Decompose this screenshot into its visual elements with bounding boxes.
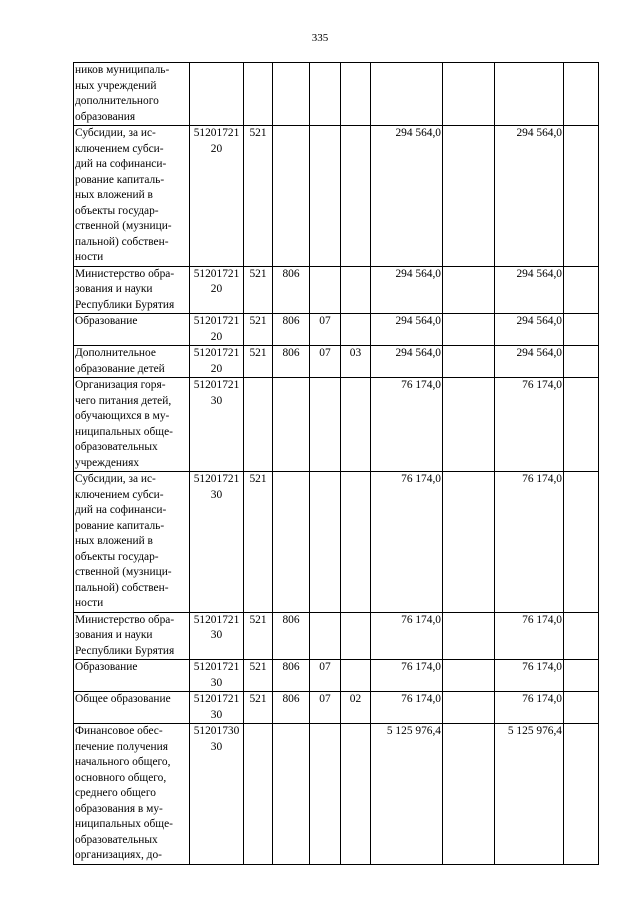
column-10 xyxy=(564,612,599,660)
column-8 xyxy=(443,692,495,724)
column-10 xyxy=(564,724,599,865)
expense-type-code: 521 xyxy=(244,692,273,724)
sum-second: 76 174,0 xyxy=(495,660,564,692)
row-name: Образование xyxy=(74,660,190,692)
column-8 xyxy=(443,378,495,472)
subsection-code xyxy=(341,724,371,865)
column-10 xyxy=(564,378,599,472)
target-article-code: 51201721 30 xyxy=(190,472,244,613)
sum-second: 294 564,0 xyxy=(495,314,564,346)
ministry-code xyxy=(273,63,310,126)
table-row xyxy=(74,472,599,613)
column-10 xyxy=(564,314,599,346)
subsection-code xyxy=(341,126,371,267)
row-name: Субсидии, за ис- ключением субси- дий на софинанси- рование капиталь- ных вложений в объекты государ- ственной (музници- пальной) собствен- ности xyxy=(74,472,190,613)
column-10 xyxy=(564,266,599,314)
subsection-code xyxy=(341,378,371,472)
table-row xyxy=(74,378,599,472)
column-10 xyxy=(564,63,599,126)
column-8 xyxy=(443,724,495,865)
subsection-code: 02 xyxy=(341,692,371,724)
subsection-code xyxy=(341,612,371,660)
sum-second: 5 125 976,4 xyxy=(495,724,564,865)
column-8 xyxy=(443,660,495,692)
sum-total: 76 174,0 xyxy=(371,472,443,613)
column-10 xyxy=(564,126,599,267)
sum-total: 76 174,0 xyxy=(371,378,443,472)
row-name: Субсидии, за ис- ключением субси- дий на софинанси- рование капиталь- ных вложений в объекты государ- ственной (музници- пальной) собствен- ности xyxy=(74,126,190,267)
ministry-code: 806 xyxy=(273,660,310,692)
target-article-code: 51201721 30 xyxy=(190,378,244,472)
column-10 xyxy=(564,660,599,692)
row-name: Общее образование xyxy=(74,692,190,724)
expense-type-code: 521 xyxy=(244,314,273,346)
target-article-code xyxy=(190,63,244,126)
sum-total: 5 125 976,4 xyxy=(371,724,443,865)
expense-type-code: 521 xyxy=(244,126,273,267)
row-name: Министерство обра- зования и науки Республики Бурятия xyxy=(74,266,190,314)
section-code xyxy=(310,724,341,865)
ministry-code: 806 xyxy=(273,266,310,314)
sum-total: 76 174,0 xyxy=(371,692,443,724)
table-row xyxy=(74,266,599,314)
ministry-code xyxy=(273,126,310,267)
row-name: Образование xyxy=(74,314,190,346)
expense-type-code: 521 xyxy=(244,346,273,378)
ministry-code xyxy=(273,378,310,472)
sum-total xyxy=(371,63,443,126)
sum-total: 294 564,0 xyxy=(371,266,443,314)
row-name: Дополнительное образование детей xyxy=(74,346,190,378)
column-8 xyxy=(443,126,495,267)
section-code xyxy=(310,126,341,267)
ministry-code: 806 xyxy=(273,612,310,660)
page-number: 335 xyxy=(311,32,329,44)
subsection-code xyxy=(341,660,371,692)
table-row xyxy=(74,63,599,126)
section-code xyxy=(310,472,341,613)
column-8 xyxy=(443,266,495,314)
target-article-code: 51201721 20 xyxy=(190,126,244,267)
subsection-code: 03 xyxy=(341,346,371,378)
budget-table xyxy=(73,62,599,865)
expense-type-code: 521 xyxy=(244,660,273,692)
sum-second xyxy=(495,63,564,126)
column-10 xyxy=(564,346,599,378)
target-article-code: 51201721 20 xyxy=(190,266,244,314)
section-code: 07 xyxy=(310,660,341,692)
ministry-code xyxy=(273,724,310,865)
table-row xyxy=(74,724,599,865)
target-article-code: 51201721 20 xyxy=(190,314,244,346)
column-10 xyxy=(564,472,599,613)
column-8 xyxy=(443,314,495,346)
sum-total: 76 174,0 xyxy=(371,660,443,692)
sum-total: 76 174,0 xyxy=(371,612,443,660)
subsection-code xyxy=(341,63,371,126)
table-row xyxy=(74,660,599,692)
row-name: Министерство обра- зования и науки Республики Бурятия xyxy=(74,612,190,660)
sum-total: 294 564,0 xyxy=(371,126,443,267)
ministry-code: 806 xyxy=(273,346,310,378)
sum-total: 294 564,0 xyxy=(371,314,443,346)
sum-second: 76 174,0 xyxy=(495,692,564,724)
column-10 xyxy=(564,692,599,724)
expense-type-code: 521 xyxy=(244,266,273,314)
ministry-code xyxy=(273,472,310,613)
target-article-code: 51201721 30 xyxy=(190,692,244,724)
row-name: Финансовое обес- печение получения начального общего, основного общего, среднего общего образования в му- ниципальных обще- образовательных организациях, до- xyxy=(74,724,190,865)
column-8 xyxy=(443,472,495,613)
section-code xyxy=(310,378,341,472)
target-article-code: 51201721 30 xyxy=(190,660,244,692)
section-code xyxy=(310,63,341,126)
table-row xyxy=(74,126,599,267)
expense-type-code: 521 xyxy=(244,612,273,660)
expense-type-code xyxy=(244,724,273,865)
target-article-code: 51201730 30 xyxy=(190,724,244,865)
sum-second: 294 564,0 xyxy=(495,346,564,378)
table-row xyxy=(74,346,599,378)
sum-second: 294 564,0 xyxy=(495,266,564,314)
target-article-code: 51201721 30 xyxy=(190,612,244,660)
section-code: 07 xyxy=(310,314,341,346)
section-code: 07 xyxy=(310,346,341,378)
ministry-code: 806 xyxy=(273,692,310,724)
sum-second: 294 564,0 xyxy=(495,126,564,267)
ministry-code: 806 xyxy=(273,314,310,346)
row-name: ников муниципаль- ных учреждений дополнительного образования xyxy=(74,63,190,126)
row-name: Организация горя- чего питания детей, обучающихся в му- ниципальных обще- образовательных учреждениях xyxy=(74,378,190,472)
expense-type-code: 521 xyxy=(244,472,273,613)
subsection-code xyxy=(341,314,371,346)
column-8 xyxy=(443,63,495,126)
sum-second: 76 174,0 xyxy=(495,472,564,613)
column-8 xyxy=(443,346,495,378)
expense-type-code xyxy=(244,378,273,472)
table-row xyxy=(74,314,599,346)
section-code xyxy=(310,266,341,314)
sum-total: 294 564,0 xyxy=(371,346,443,378)
section-code: 07 xyxy=(310,692,341,724)
column-8 xyxy=(443,612,495,660)
table-row xyxy=(74,612,599,660)
target-article-code: 51201721 20 xyxy=(190,346,244,378)
expense-type-code xyxy=(244,63,273,126)
table-row xyxy=(74,692,599,724)
subsection-code xyxy=(341,266,371,314)
sum-second: 76 174,0 xyxy=(495,612,564,660)
subsection-code xyxy=(341,472,371,613)
sum-second: 76 174,0 xyxy=(495,378,564,472)
section-code xyxy=(310,612,341,660)
